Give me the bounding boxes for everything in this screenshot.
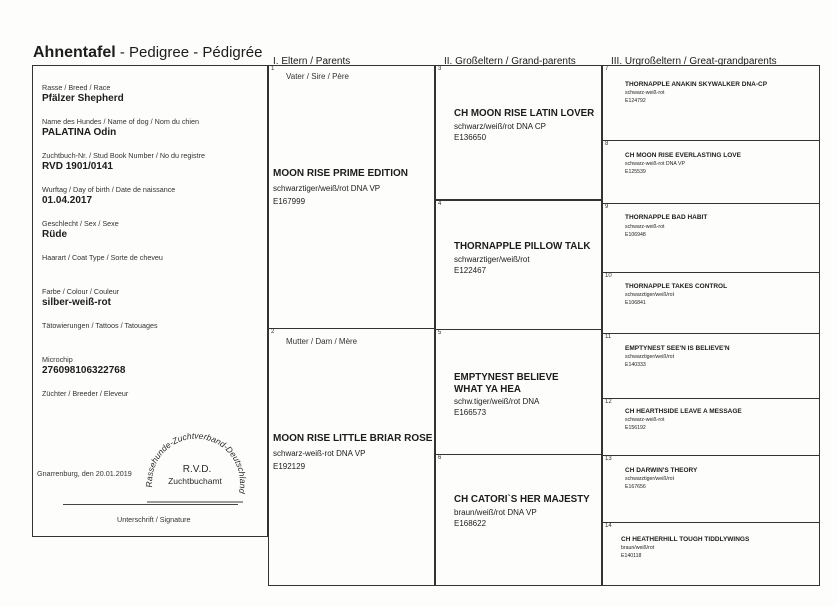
grandparent-4-box: [435, 200, 602, 330]
great-grandparent-14-box: [602, 522, 820, 586]
great-grandparent-13-name: CH DARWIN'S THEORY: [625, 467, 698, 474]
name-value: PALATINA Odin: [42, 127, 117, 138]
grandparent-5-reg: E166573: [454, 408, 487, 417]
grandparent-5-color: schw.tiger/weiß/rot DNA: [454, 397, 540, 406]
grandparent-5-box: [435, 329, 602, 455]
stud-value: RVD 1901/0141: [42, 161, 113, 172]
grandparent-3-number: 3: [438, 66, 442, 72]
great-grandparent-10-box: [602, 272, 820, 334]
grandparent-6-box: [435, 454, 602, 586]
title-main: Ahnentafel: [33, 44, 116, 61]
grandparent-6-number: 6: [438, 455, 442, 461]
great-grandparent-9-name: THORNAPPLE BAD HABIT: [625, 214, 708, 221]
dam-name: MOON RISE LITTLE BRIAR ROSE: [273, 433, 433, 444]
great-grandparent-11-reg: E140333: [625, 362, 646, 368]
breeder-stamp-seal: [139, 412, 251, 512]
stud-label: Zuchtbuch-Nr. / Stud Book Number / No du registre: [42, 151, 205, 160]
sire-reg: E167999: [273, 197, 306, 206]
great-grandparent-14-color: braun/weiß/rot: [621, 545, 655, 551]
grandparent-4-number: 4: [438, 201, 442, 207]
great-grandparent-7-number: 7: [605, 66, 609, 72]
great-grandparent-12-color: schwarz-weiß-rot: [625, 417, 665, 423]
header-parents: I. Eltern / Parents: [273, 56, 351, 67]
grandparent-5-name: EMPTYNEST BELIEVE: [454, 372, 559, 383]
great-grandparent-9-color: schwarz-weiß-rot: [625, 224, 665, 230]
great-grandparent-13-reg: E167656: [625, 484, 646, 490]
color-value: silber-weiß-rot: [42, 297, 111, 308]
grandparent-3-color: schwarz/weiß/rot DNA CP: [454, 122, 547, 131]
stamp-center-text-2: Zuchtbuchamt: [168, 476, 222, 486]
sire-color: schwarztiger/weiß/rot DNA VP: [273, 184, 381, 193]
great-grandparent-7-reg: E124792: [625, 98, 646, 104]
great-grandparent-12-reg: E156192: [625, 425, 646, 431]
great-grandparent-9-reg: E106948: [625, 232, 646, 238]
grandparent-3-name: CH MOON RISE LATIN LOVER: [454, 108, 595, 119]
tattoo-label: Tätowierungen / Tattoos / Tatouages: [42, 321, 158, 330]
chip-label: Microchip: [42, 355, 73, 364]
grandparent-4-reg: E122467: [454, 266, 487, 275]
title-rest: - Pedigree - Pédigrée: [115, 44, 263, 61]
birth-label: Wurftag / Day of birth / Date de naissance: [42, 185, 176, 194]
grandparent-4-color: schwarztiger/weiß/rot: [454, 255, 530, 264]
great-grandparent-7-name: THORNAPPLE ANAKIN SKYWALKER DNA-CP: [625, 81, 768, 88]
stamp-ring-text: Rassehunde-Zuchtverband-Deutschland: [143, 430, 249, 495]
birth-value: 01.04.2017: [42, 195, 93, 206]
signature-label: Unterschrift / Signature: [117, 515, 191, 524]
sex-label: Geschlecht / Sex / Sexe: [42, 219, 119, 228]
great-grandparent-8-reg: E125539: [625, 169, 646, 175]
great-grandparent-10-color: schwarztiger/weiß/rot: [625, 292, 675, 298]
grandparent-6-reg: E168622: [454, 519, 487, 528]
great-grandparent-11-color: schwarztiger/weiß/rot: [625, 354, 675, 360]
great-grandparent-8-number: 8: [605, 141, 609, 147]
grandparent-4-name: THORNAPPLE PILLOW TALK: [454, 241, 591, 252]
grandparent-3-reg: E136650: [454, 133, 487, 142]
dam-number: 2: [271, 329, 275, 335]
sire-box: [268, 65, 435, 329]
great-grandparent-7-box: [602, 65, 820, 141]
great-grandparent-9-number: 9: [605, 204, 609, 210]
great-grandparent-14-name: CH HEATHERHILL TOUGH TIDDLYWINGS: [621, 536, 750, 543]
great-grandparent-10-number: 10: [605, 273, 612, 279]
grandparent-6-color: braun/weiß/rot DNA VP: [454, 508, 537, 517]
great-grandparent-14-number: 14: [605, 523, 612, 529]
breed-label: Rasse / Breed / Race: [42, 83, 111, 92]
dam-role: Mutter / Dam / Mère: [286, 337, 358, 346]
place-date: Gnarrenburg, den 20.01.2019: [37, 469, 132, 478]
great-grandparent-10-name: THORNAPPLE TAKES CONTROL: [625, 283, 728, 290]
signature-line: [63, 504, 238, 505]
great-grandparent-13-number: 13: [605, 456, 612, 462]
great-grandparent-13-color: schwarztiger/weiß/rot: [625, 476, 675, 482]
dam-color: schwarz-weiß-rot DNA VP: [273, 449, 366, 458]
grandparent-5-number: 5: [438, 330, 442, 336]
header-grandparents: II. Großeltern / Grand-parents: [444, 56, 576, 67]
chip-value: 276098106322768: [42, 365, 126, 376]
great-grandparent-7-color: schwarz-weiß-rot: [625, 90, 665, 96]
sire-number: 1: [271, 66, 275, 72]
header-great-grandparents: III. Urgroßeltern / Great-grandparents: [611, 56, 777, 67]
great-grandparent-13-box: [602, 455, 820, 523]
great-grandparent-11-box: [602, 333, 820, 399]
great-grandparent-11-number: 11: [605, 334, 612, 340]
breeder-label: Züchter / Breeder / Eleveur: [42, 389, 129, 398]
great-grandparent-8-color: schwarz-weiß-rot DNA VP: [625, 161, 685, 167]
sex-value: Rüde: [42, 229, 67, 240]
stamp-center-text: R.V.D.: [182, 464, 212, 475]
dam-reg: E192129: [273, 462, 306, 471]
grandparent-3-box: [435, 65, 602, 200]
great-grandparent-14-reg: E140118: [621, 553, 642, 559]
great-grandparent-12-box: [602, 398, 820, 456]
name-label: Name des Hundes / Name of dog / Nom du chien: [42, 117, 200, 126]
sire-role: Vater / Sire / Père: [286, 72, 349, 81]
great-grandparent-12-name: CH HEARTHSIDE LEAVE A MESSAGE: [625, 408, 742, 415]
breed-value: Pfälzer Shepherd: [42, 93, 124, 104]
grandparent-6-name: CH CATORI`S HER MAJESTY: [454, 494, 590, 505]
great-grandparent-12-number: 12: [605, 399, 612, 405]
great-grandparent-8-box: [602, 140, 820, 204]
great-grandparent-11-name: EMPTYNEST SEE'N IS BELIEVE'N: [625, 345, 730, 352]
great-grandparent-10-reg: E106841: [625, 300, 646, 306]
document-title: [33, 44, 262, 62]
great-grandparent-9-box: [602, 203, 820, 273]
dam-box: [268, 328, 435, 586]
color-label: Farbe / Colour / Couleur: [42, 287, 120, 296]
sire-name: MOON RISE PRIME EDITION: [273, 168, 409, 179]
coat-label: Haarart / Coat Type / Sorte de cheveu: [42, 253, 163, 262]
great-grandparent-8-name: CH MOON RISE EVERLASTING LOVE: [625, 152, 741, 159]
dog-info-box: [32, 65, 268, 537]
grandparent-5-name-line2: WHAT YA HEA: [454, 384, 521, 395]
